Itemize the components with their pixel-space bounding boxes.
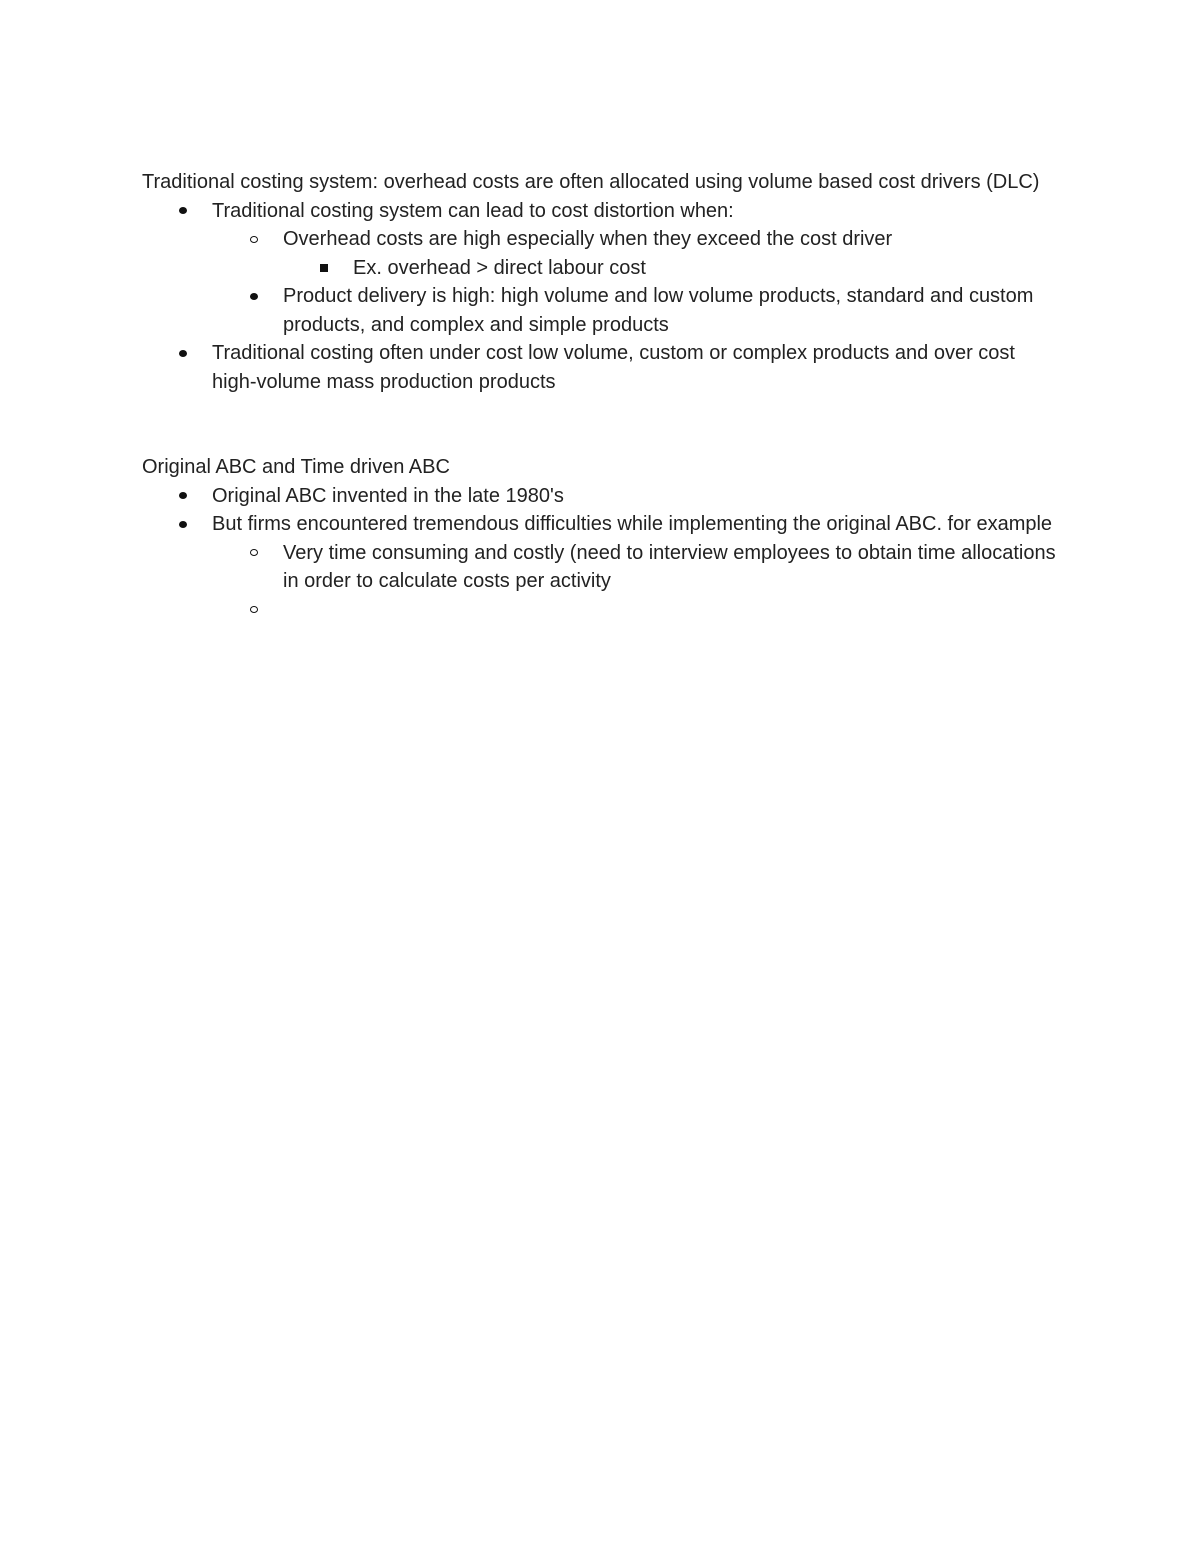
filled-dot-bullet-icon [177, 482, 189, 511]
list-item [142, 197, 1057, 226]
list-item-text: Ex. overhead > direct labour cost [353, 256, 646, 279]
list-item [142, 254, 1057, 283]
section-heading: Original ABC and Time driven ABC [142, 456, 450, 478]
list-item [142, 510, 1057, 539]
list-item-text: Traditional costing often under cost low volume, custom or complex products and over cost high-volume mass production products [212, 342, 1015, 393]
list-item-text: Overhead costs are high especially when they exceed the cost driver [283, 228, 893, 250]
list-item-text: Traditional costing system can lead to cost distortion when: [212, 199, 734, 222]
list-item [142, 539, 1057, 596]
section-traditional-costing [142, 168, 1057, 396]
bullet-list [142, 482, 1057, 633]
filled-square-bullet-icon [318, 254, 330, 283]
section-abc [142, 453, 1057, 633]
list-item-text: Product delivery is high: high volume and low volume products, standard and custom products, and complex and simple products [283, 285, 1034, 336]
hollow-circle-bullet-icon [248, 539, 260, 568]
list-item-text: Very time consuming and costly (need to interview employees to obtain time allocations in order to calculate costs per activity [283, 541, 1056, 592]
hollow-circle-bullet-icon [248, 225, 260, 254]
list-item [142, 282, 1057, 339]
hollow-circle-bullet-icon [248, 596, 260, 625]
section-heading: Traditional costing system: overhead costs are often allocated using volume based cost drivers (DLC) [142, 171, 1040, 193]
list-item [142, 225, 1057, 254]
list-item-empty [142, 596, 1057, 633]
bullet-list [142, 197, 1057, 397]
list-item [142, 482, 1057, 511]
filled-dot-bullet-icon [248, 282, 260, 311]
filled-dot-bullet-icon [177, 197, 189, 226]
list-item-text: Original ABC invented in the late 1980's [212, 484, 564, 507]
filled-dot-bullet-icon [177, 339, 189, 368]
filled-dot-bullet-icon [177, 510, 189, 539]
list-item-text: But firms encountered tremendous difficulties while implementing the original ABC. for example [212, 513, 1053, 535]
list-item [142, 339, 1057, 396]
